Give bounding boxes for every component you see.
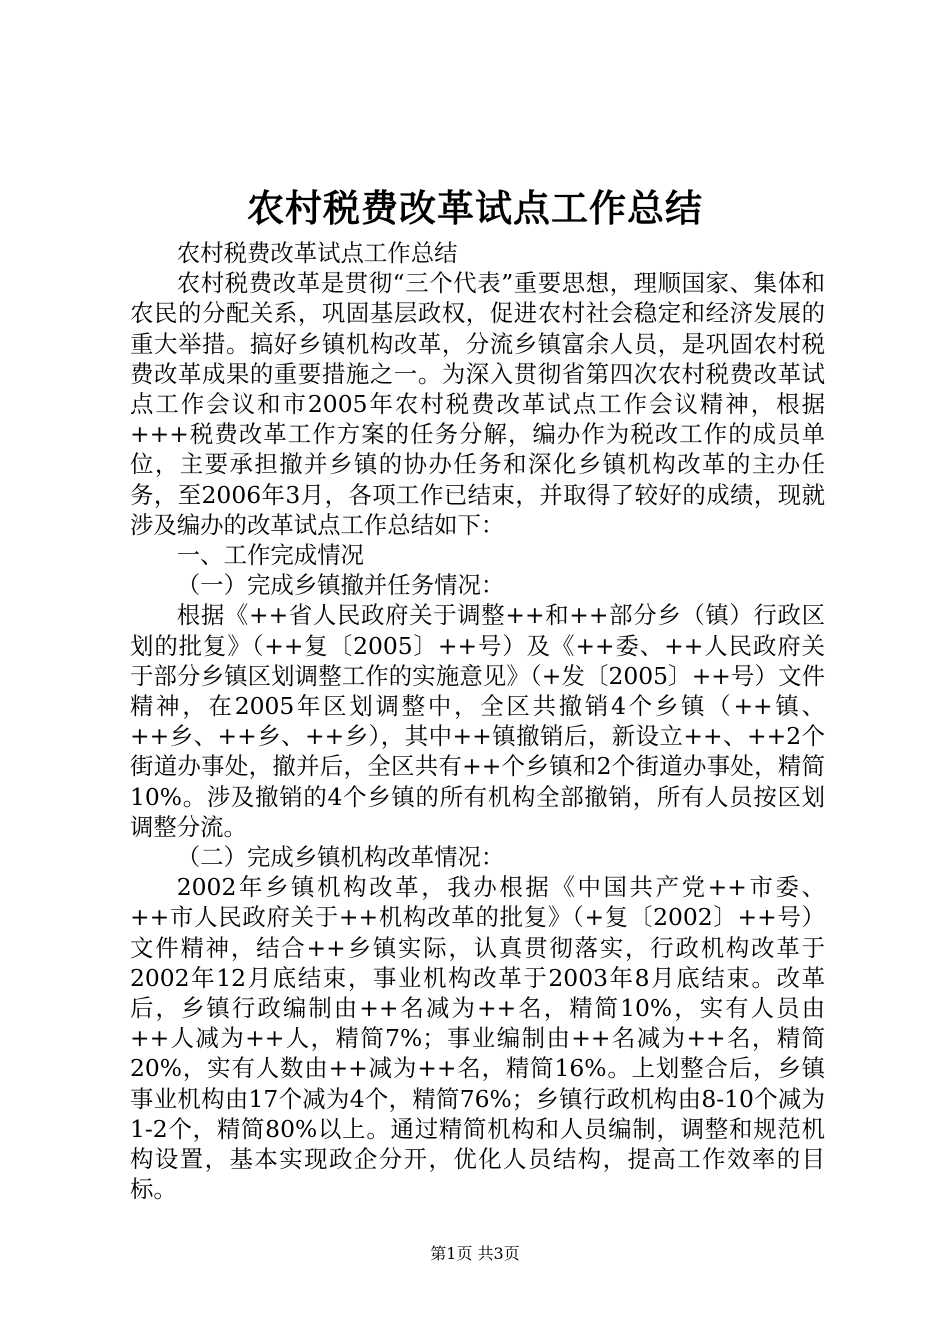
document-title: 农村税费改革试点工作总结 bbox=[247, 186, 703, 230]
paragraph-institution-reform: 2002年乡镇机构改革，我办根据《中国共产党++市委、++市人民政府关于++机构改革的批复》（+复〔2002〕++号）文件精神，结合++乡镇实际，认真贯彻落实，行政机构改革于2002年12月底结束，事业机构改革于2003年8月底结束。改革后，乡镇行政编制由++名减为++名，精简10%，实有人员由++人减为++人，精简7%；事业编制由++名减为++名，精简20%，实有人数由++减为++名，精简16%。上划整合后，乡镇事业机构由17个减为4个，精简76%；乡镇行政机构由8-10个减为1-2个，精简80%以上。通过精简机构和人员编制，调整和规范机构设置，基本实现政企分开，优化人员结构，提高工作效率的目标。 bbox=[130, 873, 825, 1204]
paragraph-intro: 农村税费改革是贯彻“三个代表”重要思想，理顺国家、集体和农民的分配关系，巩固基层政权，促进农村社会稳定和经济发展的重大举措。搞好乡镇机构改革，分流乡镇富余人员，是巩固农村税费改革成果的重要措施之一。为深入贯彻省第四次农村税费改革试点工作会议和市2005年农村税费改革试点工作会议精神，根据+++税费改革工作方案的任务分解，编办作为税改工作的成员单位，主要承担撤并乡镇的协办任务和深化乡镇机构改革的主办任务，至2006年3月，各项工作已结束，并取得了较好的成绩，现就涉及编办的改革试点工作总结如下： bbox=[130, 269, 825, 539]
document-body bbox=[130, 238, 825, 1205]
page-footer: 第1页 共3页 bbox=[430, 1244, 520, 1263]
subsection-heading-1: （一）完成乡镇撤并任务情况： bbox=[176, 571, 505, 600]
paragraph-township-merge: 根据《++省人民政府关于调整++和++部分乡（镇）行政区划的批复》（++复〔2005〕++号）及《++委、++人民政府关于部分乡镇区划调整工作的实施意见》（+发〔2005〕++号）文件精神，在2005年区划调整中，全区共撤销4个乡镇（++镇、++乡、++乡、++乡），其中++镇撤销后，新设立++、++2个街道办事处，撤并后，全区共有++个乡镇和2个街道办事处，精简10%。涉及撤销的4个乡镇的所有机构全部撤销，所有人员按区划调整分流。 bbox=[130, 601, 825, 841]
subsection-heading-2: （二）完成乡镇机构改革情况： bbox=[176, 843, 505, 872]
section-heading: 一、工作完成情况 bbox=[176, 541, 364, 570]
paragraph-heading: 农村税费改革试点工作总结 bbox=[176, 239, 458, 267]
